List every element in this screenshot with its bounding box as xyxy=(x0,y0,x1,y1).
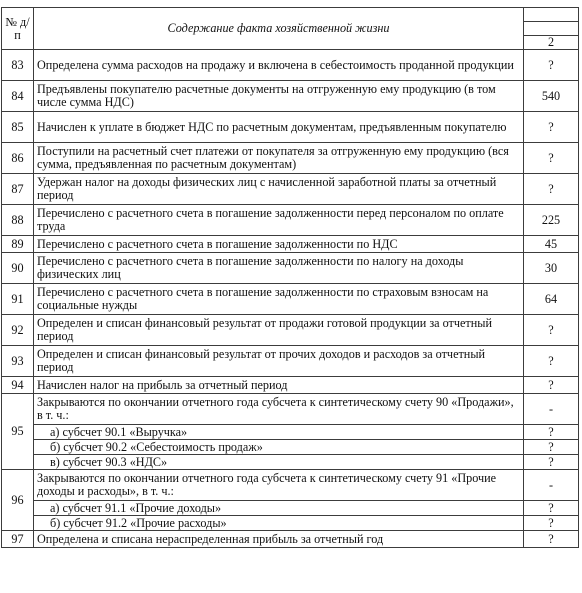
row-description: Удержан налог на доходы физических лиц с начисленной заработной платы за отчетный период xyxy=(34,174,524,205)
row-number: 97 xyxy=(2,531,34,548)
subrow-description: в) субсчет 90.3 «НДС» xyxy=(34,455,524,470)
table-subrow xyxy=(2,516,579,531)
row-number: 93 xyxy=(2,346,34,377)
table-row xyxy=(2,470,579,501)
row-number: 89 xyxy=(2,236,34,253)
header-row xyxy=(2,8,579,22)
row-number: 85 xyxy=(2,112,34,143)
subrow-description: б) субсчет 91.2 «Прочие расходы» xyxy=(34,516,524,531)
table-body xyxy=(2,50,579,548)
row-number: 83 xyxy=(2,50,34,81)
row-value: ? xyxy=(524,531,579,548)
table-row xyxy=(2,377,579,394)
row-value: ? xyxy=(524,315,579,346)
row-description: Перечислено с расчетного счета в погашение задолженности по страховым взносам на социальные нужды xyxy=(34,284,524,315)
subrow-description: а) субсчет 91.1 «Прочие доходы» xyxy=(34,501,524,516)
table-subrow xyxy=(2,440,579,455)
row-description: Перечислено с расчетного счета в погашение задолженности по НДС xyxy=(34,236,524,253)
table-row xyxy=(2,81,579,112)
header-blank-cell-1 xyxy=(524,8,579,22)
row-description: Определена сумма расходов на продажу и включена в себестоимость проданной продукции xyxy=(34,50,524,81)
row-value: ? xyxy=(524,50,579,81)
row-description: Перечислено с расчетного счета в погашение задолженности по налогу на доходы физических лиц xyxy=(34,253,524,284)
table-row xyxy=(2,205,579,236)
row-description: Закрываются по окончании отчетного года субсчета к синтетическому счету 91 «Прочие доходы и расходы», в т. ч.: xyxy=(34,470,524,501)
row-description: Поступили на расчетный счет платежи от покупателя за отгруженную ему продукцию (вся сумма, предъявленная по расчетным документам) xyxy=(34,143,524,174)
row-number: 92 xyxy=(2,315,34,346)
table-subrow xyxy=(2,501,579,516)
row-value: 540 xyxy=(524,81,579,112)
table-row xyxy=(2,253,579,284)
subrow-value: ? xyxy=(524,455,579,470)
header-blank-cell-2 xyxy=(524,22,579,36)
subrow-value: ? xyxy=(524,516,579,531)
row-value: ? xyxy=(524,143,579,174)
subrow-value: ? xyxy=(524,501,579,516)
row-number: 86 xyxy=(2,143,34,174)
transactions-table xyxy=(1,7,579,548)
table-row xyxy=(2,394,579,425)
row-description: Предъявлены покупателю расчетные документы на отгруженную ему продукцию (в том числе сумма НДС) xyxy=(34,81,524,112)
table-subrow xyxy=(2,425,579,440)
row-value: - xyxy=(524,470,579,501)
row-value: 64 xyxy=(524,284,579,315)
row-number: 95 xyxy=(2,394,34,470)
table-row xyxy=(2,112,579,143)
row-description: Начислен к уплате в бюджет НДС по расчетным документам, предъявленным покупателю xyxy=(34,112,524,143)
row-description: Начислен налог на прибыль за отчетный период xyxy=(34,377,524,394)
table-row xyxy=(2,174,579,205)
row-value: ? xyxy=(524,346,579,377)
row-number: 94 xyxy=(2,377,34,394)
subrow-description: а) субсчет 90.1 «Выручка» xyxy=(34,425,524,440)
row-number: 90 xyxy=(2,253,34,284)
row-number: 87 xyxy=(2,174,34,205)
subrow-value: ? xyxy=(524,425,579,440)
row-description: Перечислено с расчетного счета в погашение задолженности перед персоналом по оплате труда xyxy=(34,205,524,236)
row-number: 84 xyxy=(2,81,34,112)
table-row xyxy=(2,346,579,377)
row-value: 30 xyxy=(524,253,579,284)
row-description: Определена и списана нераспределенная прибыль за отчетный год xyxy=(34,531,524,548)
header-num-cell: № д/п xyxy=(2,8,34,50)
row-number: 96 xyxy=(2,470,34,531)
table-row xyxy=(2,284,579,315)
subrow-value: ? xyxy=(524,440,579,455)
subrow-description: б) субсчет 90.2 «Себестоимость продаж» xyxy=(34,440,524,455)
row-description: Определен и списан финансовый результат от прочих доходов и расходов за отчетный период xyxy=(34,346,524,377)
row-value: - xyxy=(524,394,579,425)
table-row xyxy=(2,143,579,174)
row-value: ? xyxy=(524,174,579,205)
table-subrow xyxy=(2,455,579,470)
header-index-cell: 2 xyxy=(524,36,579,50)
row-value: 45 xyxy=(524,236,579,253)
row-description: Закрываются по окончании отчетного года субсчета к синтетическому счету 90 «Продажи», в т. ч.: xyxy=(34,394,524,425)
header-content-cell: Содержание факта хозяйственной жизни xyxy=(34,8,524,50)
table-row xyxy=(2,50,579,81)
row-number: 91 xyxy=(2,284,34,315)
row-description: Определен и списан финансовый результат от продажи готовой продукции за отчетный период xyxy=(34,315,524,346)
table-row xyxy=(2,531,579,548)
row-value: ? xyxy=(524,112,579,143)
table-row xyxy=(2,236,579,253)
row-number: 88 xyxy=(2,205,34,236)
row-value: 225 xyxy=(524,205,579,236)
table-row xyxy=(2,315,579,346)
row-value: ? xyxy=(524,377,579,394)
